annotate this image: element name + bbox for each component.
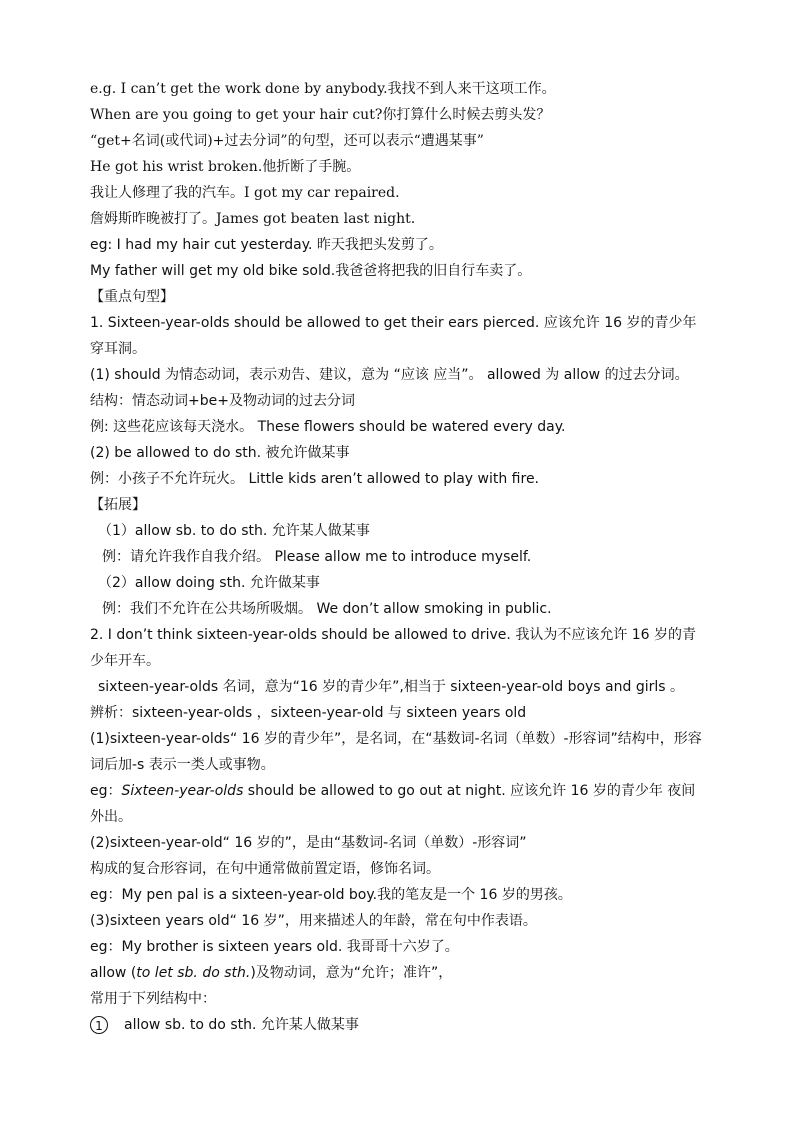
text-line: He got his wrist broken.他折断了手腕。 bbox=[90, 159, 361, 175]
text-line: (1)sixteen-year-olds“ 16 岁的青少年”，是名词，在“基数词-名词（单数）-形容词”结构中，形容词后加-s 表示一类人或事物。 bbox=[90, 731, 702, 773]
text-line: 例：我们不允许在公共场所吸烟。 We don’t allow smoking in public. bbox=[102, 601, 552, 617]
text-line: When are you going to get your hair cut?你打算什么时候去剪头发？ bbox=[90, 107, 551, 123]
italic-text-segment: to let sb. do sth. bbox=[136, 965, 251, 981]
text-line: 我让人修理了我的汽车。I got my car repaired. bbox=[90, 185, 400, 201]
italic-text-segment: Sixteen-year-olds bbox=[121, 783, 244, 799]
text-segment: allow sb. to do sth. 允许某人做某事 bbox=[124, 1017, 359, 1033]
text-line: 例：小孩子不允许玩火。 Little kids aren’t allowed to play with fire. bbox=[90, 471, 540, 487]
text-line: 常用于下列结构中： bbox=[90, 991, 216, 1007]
text-line: 詹姆斯昨晚被打了。James got beaten last night. bbox=[90, 211, 416, 227]
text-line: （1）allow sb. to do sth. 允许某人做某事 bbox=[98, 523, 370, 539]
text-line: 2. I don’t think sixteen-year-olds should be allowed to drive. 我认为不应该允许 16 岁的青少年开车。 bbox=[90, 627, 697, 669]
document-body bbox=[90, 76, 706, 1038]
text-line bbox=[90, 1012, 706, 1038]
text-line bbox=[90, 778, 706, 830]
text-line: 1. Sixteen-year-olds should be allowed to get their ears pierced. 应该允许 16 岁的青少年穿耳洞。 bbox=[90, 315, 697, 357]
text-line: 构成的复合形容词，在句中通常做前置定语，修饰名词。 bbox=[90, 861, 440, 877]
text-line bbox=[90, 960, 706, 986]
text-line: e.g. I can’t get the work done by anybody.我找不到人来干这项工作。 bbox=[90, 81, 556, 97]
text-line: 辨析：sixteen-year-olds ，sixteen-year-old 与 sixteen years old bbox=[90, 705, 527, 721]
text-line: My father will get my old bike sold.我爸爸将把我的旧自行车卖了。 bbox=[90, 263, 532, 279]
text-line: eg: I had my hair cut yesterday. 昨天我把头发剪了。 bbox=[90, 237, 443, 253]
text-line: “get+名词(或代词)+过去分词”的句型，还可以表示“遭遇某事” bbox=[90, 133, 484, 149]
text-segment: allow ( bbox=[90, 965, 137, 981]
circled-number: 1 bbox=[90, 1016, 108, 1034]
text-line: 例：请允许我作自我介绍。 Please allow me to introduce myself. bbox=[102, 549, 532, 565]
text-line: (2) be allowed to do sth. 被允许做某事 bbox=[90, 445, 350, 461]
section-heading-key-sentences: 【重点句型】 bbox=[90, 289, 174, 305]
text-line: 例: 这些花应该每天浇水。 These flowers should be watered every day. bbox=[90, 419, 566, 435]
text-segment: )及物动词，意为“允许；准许”， bbox=[250, 965, 453, 981]
text-line: (2)sixteen-year-old“ 16 岁的”，是由“基数词-名词（单数）-形容词” bbox=[90, 835, 527, 851]
text-line: eg：My pen pal is a sixteen-year-old boy.我的笔友是一个 16 岁的男孩。 bbox=[90, 887, 572, 903]
section-heading-extension: 【拓展】 bbox=[90, 497, 146, 513]
text-line: (3)sixteen years old“ 16 岁”，用来描述人的年龄，常在句中作表语。 bbox=[90, 913, 537, 929]
text-segment: should be allowed to go out at night. 应该允许 16 岁的青少年 夜间外出。 bbox=[90, 783, 696, 825]
text-line: (1) should 为情态动词，表示劝告、建议，意为 “应该 应当”。 allowed 为 allow 的过去分词。 bbox=[90, 367, 689, 383]
text-line: 结构：情态动词+be+及物动词的过去分词 bbox=[90, 393, 355, 409]
text-line: eg：My brother is sixteen years old. 我哥哥十六岁了。 bbox=[90, 939, 459, 955]
text-line: sixteen-year-olds 名词，意为“16 岁的青少年”,相当于 sixteen-year-old boys and girls 。 bbox=[98, 679, 685, 695]
text-line: （2）allow doing sth. 允许做某事 bbox=[98, 575, 320, 591]
text-segment: eg： bbox=[90, 783, 122, 799]
